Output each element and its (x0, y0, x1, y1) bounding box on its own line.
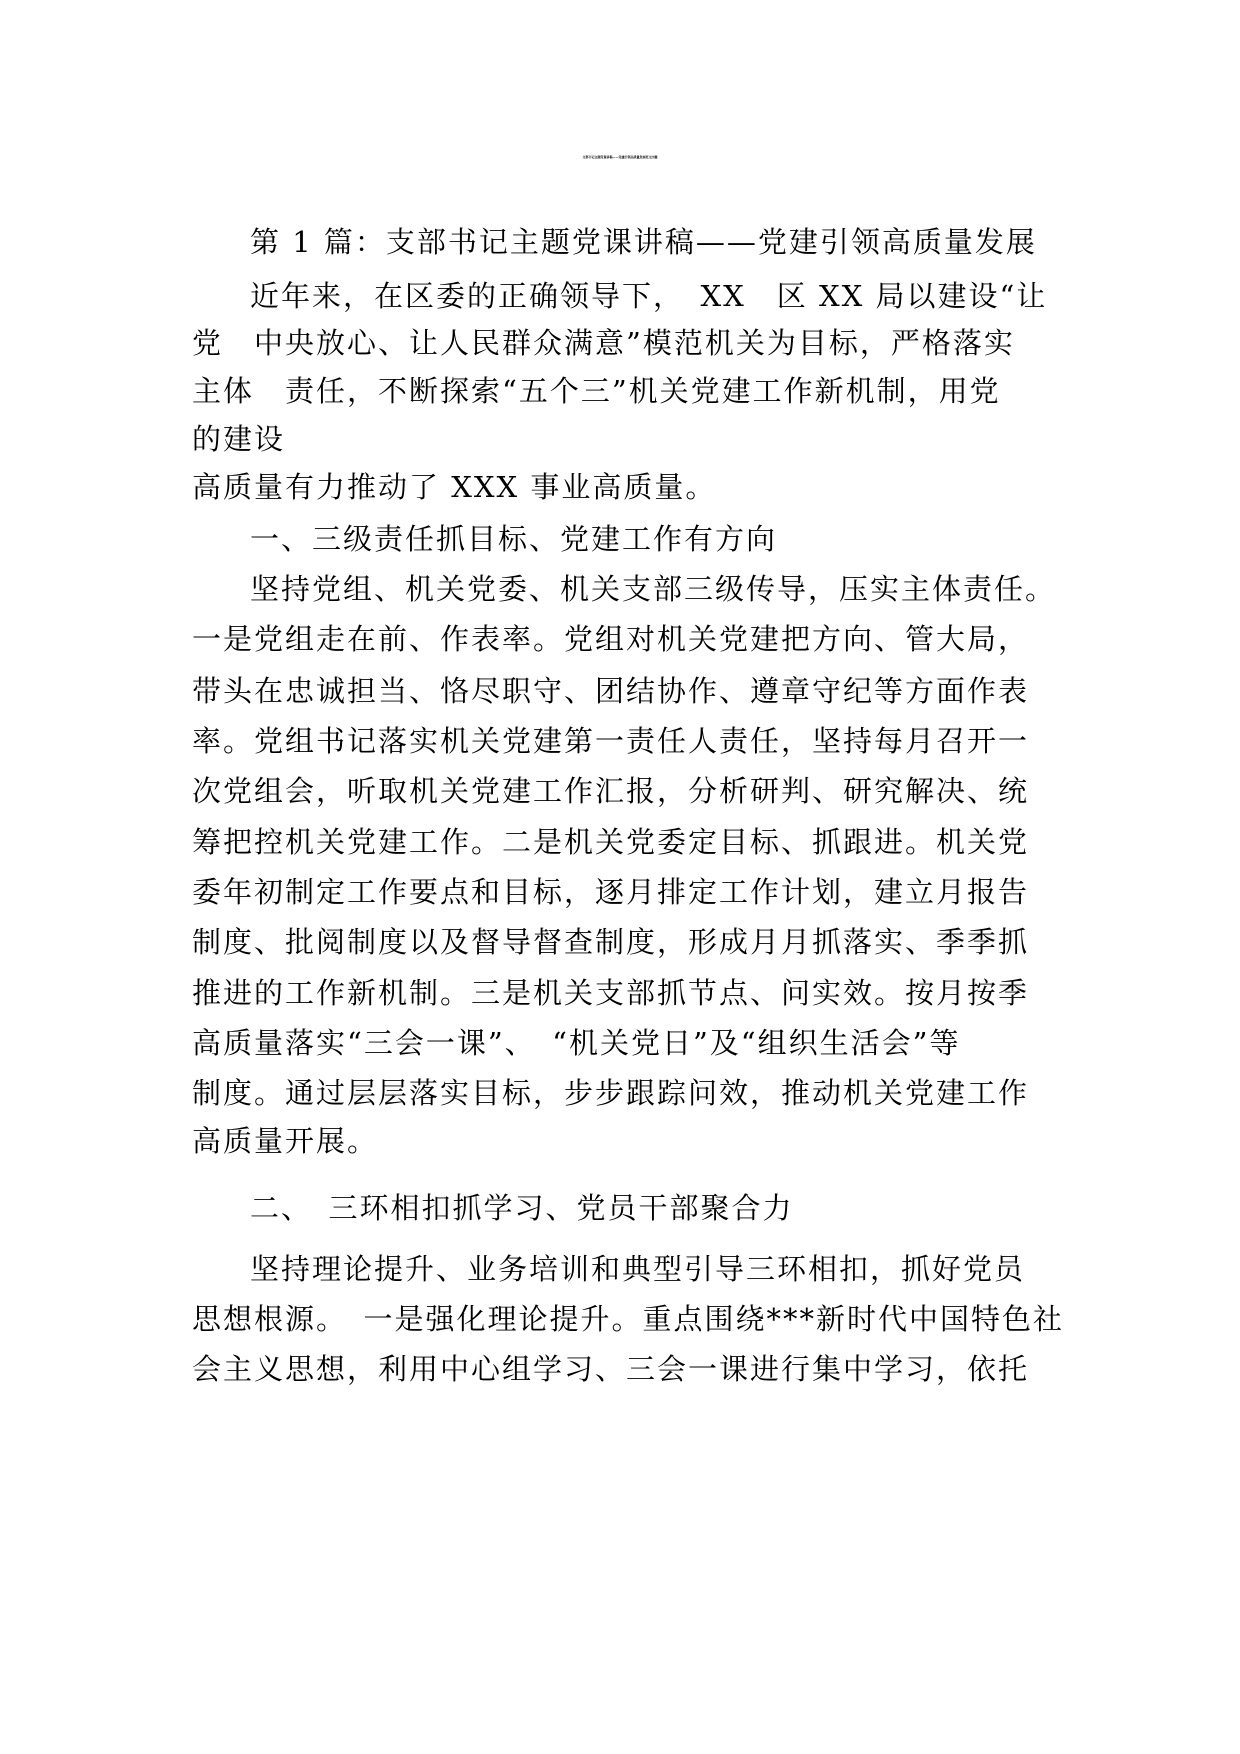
paragraph-line: 主体 责任，不断探索“五个三”机关党建工作新机制，用党 (192, 374, 1001, 408)
paragraph-line: 坚持理论提升、业务培训和典型引导三环相扣，抓好党员 (250, 1252, 1026, 1286)
paragraph-line: 筹把控机关党建工作。二是机关党委定目标、抓跟进。机关党 (192, 825, 1030, 859)
paragraph-line: 坚持党组、机关党委、机关支部三级传导，压实主体责任。 (250, 572, 1057, 606)
paragraph-line: 制度。通过层层落实目标，步步跟踪问效，推动机关党建工作 (192, 1076, 1030, 1110)
section-heading: 一、三级责任抓目标、党建工作有方向 (250, 522, 778, 556)
paragraph-line: 次党组会，听取机关党建工作汇报，分析研判、研究解决、统 (192, 774, 1030, 808)
paragraph-line: 党 中央放心、让人民群众满意”模范机关为目标，严格落实 (192, 326, 1015, 360)
article-heading: 第 1 篇：支部书记主题党课讲稿——党建引领高质量发展 (250, 225, 1037, 259)
paragraph-line: 近年来，在区委的正确领导下， XX 区 XX 局以建设“让 (250, 279, 1048, 313)
paragraph-line: 带头在忠诚担当、恪尽职守、团结协作、遵章守纪等方面作表 (192, 674, 1030, 708)
paragraph-line: 高质量开展。 (192, 1124, 379, 1158)
paragraph-line: 率。党组书记落实机关党建第一责任人责任，坚持每月召开一 (192, 724, 1030, 758)
paragraph-line: 会主义思想，利用中心组学习、三会一课进行集中学习，依托 (192, 1352, 1030, 1386)
paragraph-line: 思想根源。 一是强化理论提升。重点围绕***新时代中国特色社 (192, 1302, 1065, 1336)
paragraph-line: 制度、批阅制度以及督导督查制度，形成月月抓落实、季季抓 (192, 925, 1030, 959)
paragraph-line: 推进的工作新机制。三是机关支部抓节点、问实效。按月按季 (192, 976, 1030, 1010)
document-title: 支部书记主题党课讲稿——党建引领高质量发展范文四篇 (582, 155, 658, 159)
paragraph-line: 高质量有力推动了 XXX 事业高质量。 (192, 470, 717, 504)
section-heading: 二、 三环相扣抓学习、党员干部聚合力 (250, 1191, 794, 1225)
paragraph-line: 一是党组走在前、作表率。党组对机关党建把方向、管大局， (192, 622, 1030, 656)
paragraph-line: 的建设 (192, 422, 286, 456)
paragraph-line: 高质量落实“三会一课”、 “机关党日”及“组织生活会”等 (192, 1026, 961, 1060)
paragraph-line: 委年初制定工作要点和目标，逐月排定工作计划，建立月报告 (192, 875, 1030, 909)
